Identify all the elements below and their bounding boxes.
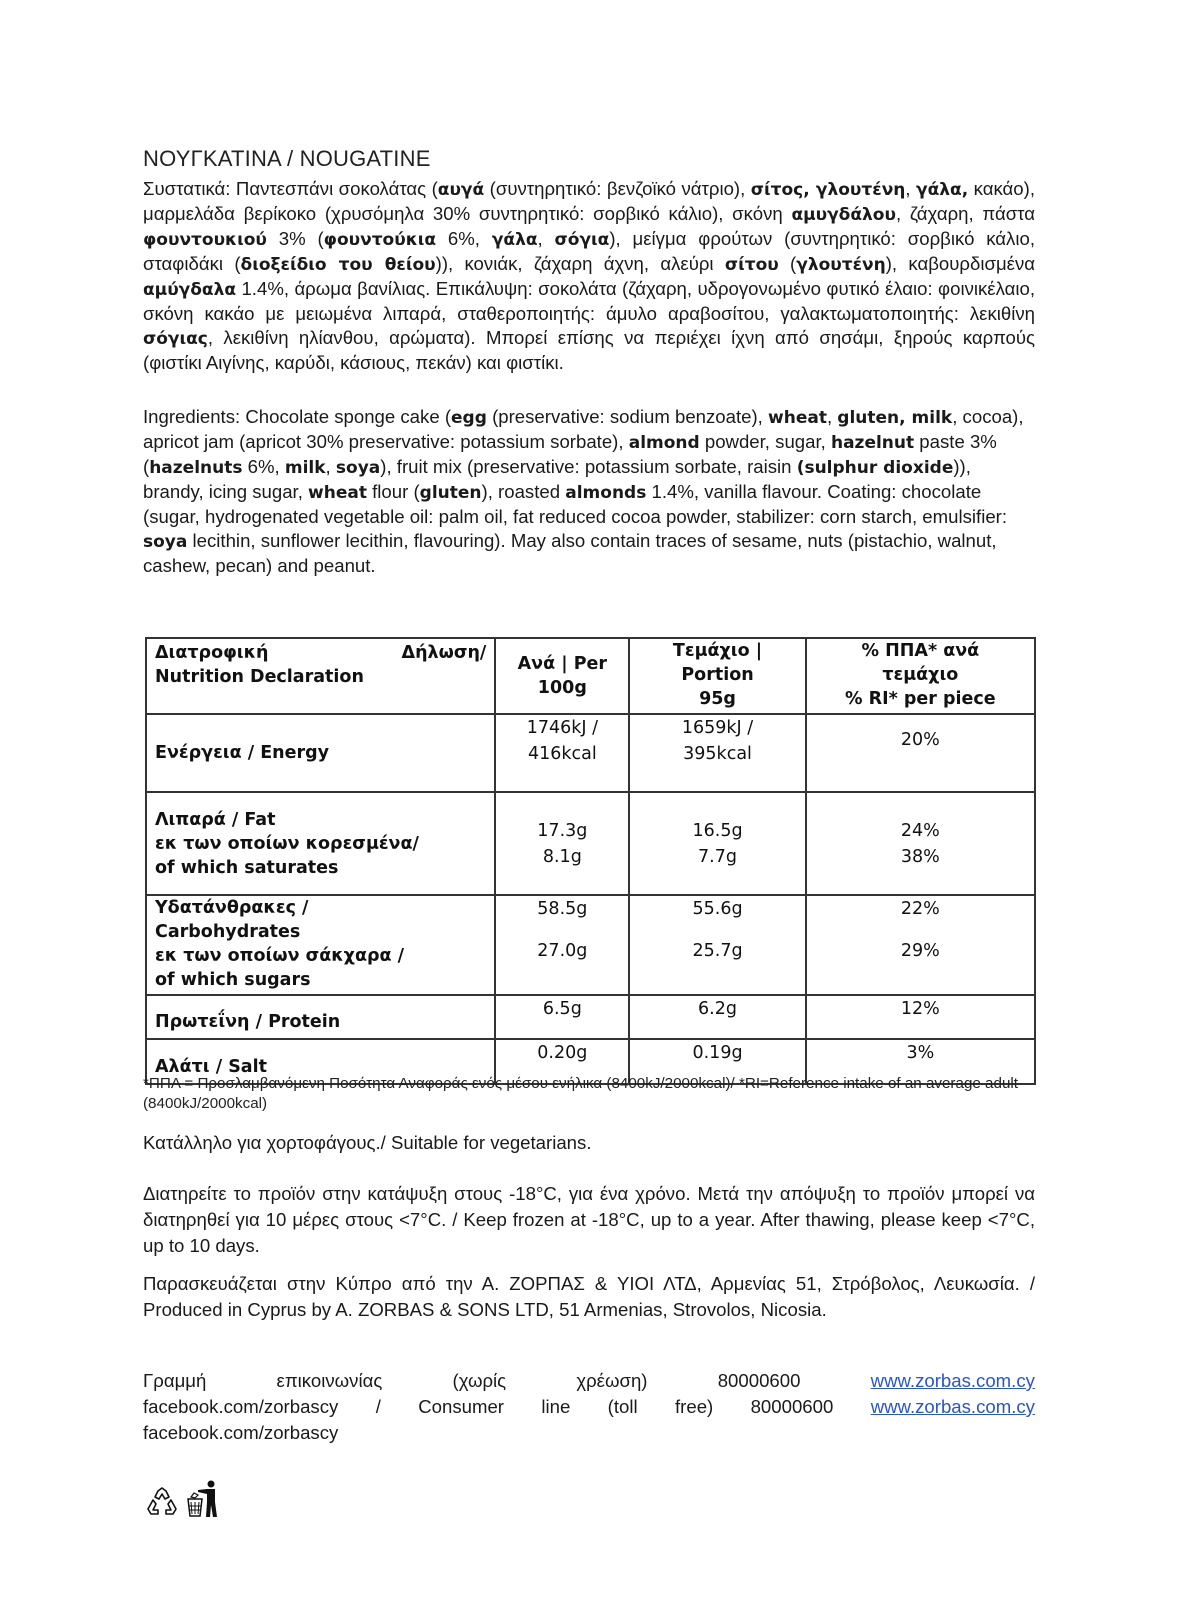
- allergen-text: soya: [335, 458, 381, 478]
- header-portion-line: Τεμάχιο |: [672, 641, 763, 661]
- label-line: of which saturates: [155, 857, 339, 878]
- value: 1746kJ /: [526, 718, 598, 738]
- ingredient-text: paste 3% (: [143, 431, 997, 477]
- table-row-energy: [146, 714, 1035, 792]
- allergen-text: (sulphur dioxide: [796, 458, 954, 478]
- header-ri-line: % RI* per piece: [845, 689, 996, 709]
- nutrition-table: [145, 637, 1036, 1085]
- label-line: εκ των οποίων κορεσμένα/: [155, 833, 419, 854]
- carbs-portion: [629, 895, 805, 995]
- allergen-text: gluten: [419, 483, 482, 503]
- ingredient-text: flour (: [366, 481, 420, 502]
- contact-line-english: [143, 1394, 1035, 1420]
- allergen-text: gluten, milk: [837, 408, 953, 428]
- ingredients-greek: [143, 177, 1035, 375]
- fat-ri: [806, 792, 1035, 895]
- ingredient-text: )), brandy, icing sugar,: [143, 456, 971, 502]
- header-portion: [629, 638, 805, 714]
- energy-portion: [629, 714, 805, 792]
- contact-word: line: [541, 1396, 571, 1417]
- allergen-text: φουντουκιού: [143, 230, 267, 250]
- nutrition-header-row: [146, 638, 1035, 714]
- value: 8.1g: [542, 846, 582, 867]
- allergen-text: wheat: [308, 483, 367, 503]
- facebook-link[interactable]: facebook.com/zorbascy: [143, 1422, 339, 1443]
- ingredient-text: ), fruit mix (preservative: potassium sorbate, raisin: [380, 456, 797, 477]
- label-line: εκ των οποίων σάκχαρα /: [155, 946, 405, 966]
- disposal-icons: [145, 1480, 219, 1518]
- salt-portion: 0.19g: [629, 1039, 805, 1084]
- ingredient-text: , cocoa), apricot jam (apricot 30% preservative: potassium sorbate),: [143, 406, 1024, 452]
- allergen-text: hazelnuts: [149, 458, 243, 478]
- ingredient-text: Συστατικά: Παντεσπάνι σοκολάτας (: [143, 178, 438, 199]
- protein-portion: 6.2g: [629, 995, 805, 1039]
- recycle-icon: [145, 1486, 179, 1518]
- fat-per100: [495, 792, 629, 895]
- website-link[interactable]: www.zorbas.com.cy: [870, 1396, 1035, 1417]
- header-label-cell: [146, 638, 495, 714]
- header-label-greek: Διατροφική: [155, 643, 269, 663]
- allergen-text: σόγια: [554, 230, 610, 250]
- salt-ri: 3%: [806, 1039, 1035, 1084]
- header-portion-line: 95g: [699, 689, 736, 709]
- allergen-text: γάλα: [491, 230, 538, 250]
- allergen-text: hazelnut: [830, 433, 915, 453]
- value: 55.6g: [692, 899, 743, 919]
- header-ri: [806, 638, 1035, 714]
- protein-ri: 12%: [806, 995, 1035, 1039]
- ingredient-text: 6%,: [242, 456, 285, 477]
- ingredient-text: ), καβουρδισμένα: [885, 253, 1035, 274]
- allergen-text: αμυγδάλου: [791, 205, 896, 225]
- energy-label: Ενέργεια / Energy: [146, 714, 495, 792]
- header-per100-line: Ανά | Per: [517, 654, 608, 674]
- value: 7.7g: [698, 846, 737, 867]
- value: 58.5g: [537, 899, 588, 919]
- ingredient-text: powder, sugar,: [699, 431, 831, 452]
- allergen-text: almonds: [565, 483, 647, 503]
- allergen-text: φουντούκια: [323, 230, 437, 250]
- table-row-fat: [146, 792, 1035, 895]
- contact-word: Consumer: [418, 1396, 504, 1417]
- energy-ri: 20%: [806, 714, 1035, 792]
- ingredient-text: ,: [905, 178, 917, 199]
- ingredient-text: ), μείγμα φρούτων (συντηρητικό: σορβικό κάλιο, σταφιδάκι (: [143, 228, 1035, 274]
- phone-number: 80000600: [750, 1396, 834, 1417]
- ingredient-text: ), roasted: [481, 481, 566, 502]
- table-row-carbohydrates: [146, 895, 1035, 995]
- ingredient-text: 3% (: [266, 228, 324, 249]
- allergen-text: soya: [143, 532, 188, 552]
- protein-per100: 6.5g: [495, 995, 629, 1039]
- allergen-text: σόγιας: [143, 329, 208, 349]
- salt-label: Αλάτι / Salt: [146, 1039, 495, 1084]
- ingredient-text: Ingredients: Chocolate sponge cake (: [143, 406, 452, 427]
- label-line: of which sugars: [155, 970, 311, 990]
- allergen-text: αυγά: [437, 180, 485, 200]
- value: 24%: [900, 820, 940, 841]
- contact-word: (toll: [607, 1396, 638, 1417]
- contact-word: επικοινωνίας: [276, 1370, 383, 1391]
- value: 1659kJ /: [681, 718, 754, 738]
- fat-portion: [629, 792, 805, 895]
- ingredient-text: )), κονιάκ, ζάχαρη άχνη, αλεύρι: [435, 253, 725, 274]
- allergen-text: γάλα,: [916, 180, 969, 200]
- energy-per100: [495, 714, 629, 792]
- value: 16.5g: [692, 820, 743, 841]
- contact-word: χρέωση): [576, 1370, 648, 1391]
- contact-line-greek: [143, 1368, 1035, 1394]
- protein-label: Πρωτεΐνη / Protein: [146, 995, 495, 1039]
- carbs-label: [146, 895, 495, 995]
- vegetarian-note: Κατάλληλο για χορτοφάγους./ Suitable for vegetarians.: [143, 1132, 592, 1153]
- separator: /: [375, 1396, 381, 1417]
- carbs-ri: [806, 895, 1035, 995]
- ri-footnote: *ΠΠΑ = Προσλαμβανόμενη Ποσότητα Αναφοράς ενός μέσου ενήλικα (8400kJ/2000kcal)/ *RI=Reference intake of an average adult (8400kJ/2000kcal): [143, 1075, 1018, 1112]
- allergen-text: wheat: [768, 408, 827, 428]
- header-portion-line: Portion: [681, 665, 754, 685]
- facebook-link[interactable]: facebook.com/zorbascy: [143, 1396, 339, 1417]
- fat-label: [146, 792, 495, 895]
- ingredient-text: , ζάχαρη, πάστα: [895, 203, 1035, 224]
- ingredients-english: [143, 405, 1035, 578]
- contact-word: free): [675, 1396, 714, 1417]
- ingredient-text: (preservative: sodium benzoate),: [486, 406, 769, 427]
- allergen-text: σίτου: [724, 255, 779, 275]
- ingredient-text: ,: [537, 228, 555, 249]
- producer-info: Παρασκευάζεται στην Κύπρο από την Α. ΖΟΡΠΑΣ & ΥΙΟΙ ΛΤΔ, Αρμενίας 51, Στρόβολος, Λευκωσία. / Produced in Cyprus by A. ZORBAS & SONS LTD, 51 Armenias, Strovolos, Nicosia.: [143, 1273, 1035, 1320]
- website-link[interactable]: www.zorbas.com.cy: [870, 1370, 1035, 1391]
- salt-per100: 0.20g: [495, 1039, 629, 1084]
- value: 17.3g: [537, 820, 588, 841]
- value: 395kcal: [683, 744, 752, 764]
- allergen-text: egg: [451, 408, 487, 428]
- label-line: Λιπαρά / Fat: [155, 809, 276, 830]
- header-label-greek-2: Δήλωση/: [401, 643, 487, 663]
- value: 25.7g: [692, 941, 743, 961]
- value: 29%: [900, 941, 940, 961]
- header-ri-line: τεμάχιο: [882, 665, 959, 685]
- allergen-text: σίτος, γλουτένη: [750, 180, 906, 200]
- ingredient-text: 6%,: [436, 228, 492, 249]
- ingredient-text: ,: [325, 456, 336, 477]
- ingredient-text: , λεκιθίνη ηλίανθου, αρώματα). Μπορεί επίσης να περιέχει ίχνη από σησάμι, ξηρούς καρπούς (φιστίκι Αιγίνης, καρύδι, κάσιους, πεκάν) και φιστίκι.: [143, 327, 1035, 373]
- phone-number: 80000600: [717, 1370, 801, 1391]
- label-line: Carbohydrates: [155, 922, 301, 942]
- carbs-per100: [495, 895, 629, 995]
- value: 416kcal: [527, 744, 597, 764]
- allergen-text: αμύγδαλα: [143, 280, 237, 300]
- contact-info: [143, 1368, 1035, 1446]
- allergen-text: γλουτένη: [796, 255, 886, 275]
- product-title: ΝΟΥΓΚΑΤΙΝΑ / NOUGATINE: [143, 146, 431, 171]
- allergen-text: διοξείδιο του θείου: [240, 255, 436, 275]
- allergen-text: almond: [628, 433, 700, 453]
- header-label-english: Nutrition Declaration: [155, 667, 364, 687]
- ingredient-text: lecithin, sunflower lecithin, flavouring). May also contain traces of sesame, nuts (pistachio, walnut, cashew, pecan) and peanut.: [143, 530, 997, 576]
- ingredient-text: (συντηρητικό: βενζοϊκό νάτριο),: [484, 178, 751, 199]
- ingredient-text: 1.4%, άρωμα βανίλιας. Επικάλυψη: σοκολάτα (ζάχαρη, υδρογονωμένο φυτικό έλαιο: φοινικέλαιο, σκόνη κακάο με μειωμένα λιπαρά, σταθεροποιητής: άμυλο αραβοσίτου, γαλακτωματοποιητής: λεκιθίνη: [143, 278, 1035, 324]
- tidyman-bin-icon: [185, 1480, 219, 1518]
- value: 22%: [900, 899, 940, 919]
- ingredient-text: (: [778, 253, 797, 274]
- header-ri-line: % ΠΠΑ* ανά: [861, 641, 980, 661]
- table-row-protein: [146, 995, 1035, 1039]
- label-line: Υδατάνθρακες /: [155, 898, 309, 918]
- ingredient-text: κακάο), μαρμελάδα βερίκοκο (χρυσόμηλα 30% συντηρητικό: σορβικό κάλιο), σκόνη: [143, 178, 1035, 224]
- ingredient-text: ,: [826, 406, 838, 427]
- storage-instructions: Διατηρείτε το προϊόν στην κατάψυξη στους -18°C, για ένα χρόνο. Μετά την απόψυξη το προϊόν μπορεί να διατηρηθεί για 10 μέρες στους <7°C. / Keep frozen at -18°C, up to a year. After thawing, please keep <7°C, up to 10 days.: [143, 1183, 1035, 1256]
- header-per100: [495, 638, 629, 714]
- value: 27.0g: [537, 941, 588, 961]
- contact-word: (χωρίς: [452, 1370, 507, 1391]
- ingredient-text: 1.4%, vanilla flavour. Coating: chocolate (sugar, hydrogenated vegetable oil: palm oil, fat reduced cocoa powder, stabilizer: corn starch, emulsifier:: [143, 481, 1008, 527]
- contact-word: Γραμμή: [143, 1370, 207, 1391]
- header-per100-line: 100g: [537, 678, 587, 698]
- value: 38%: [900, 846, 940, 867]
- allergen-text: milk: [284, 458, 326, 478]
